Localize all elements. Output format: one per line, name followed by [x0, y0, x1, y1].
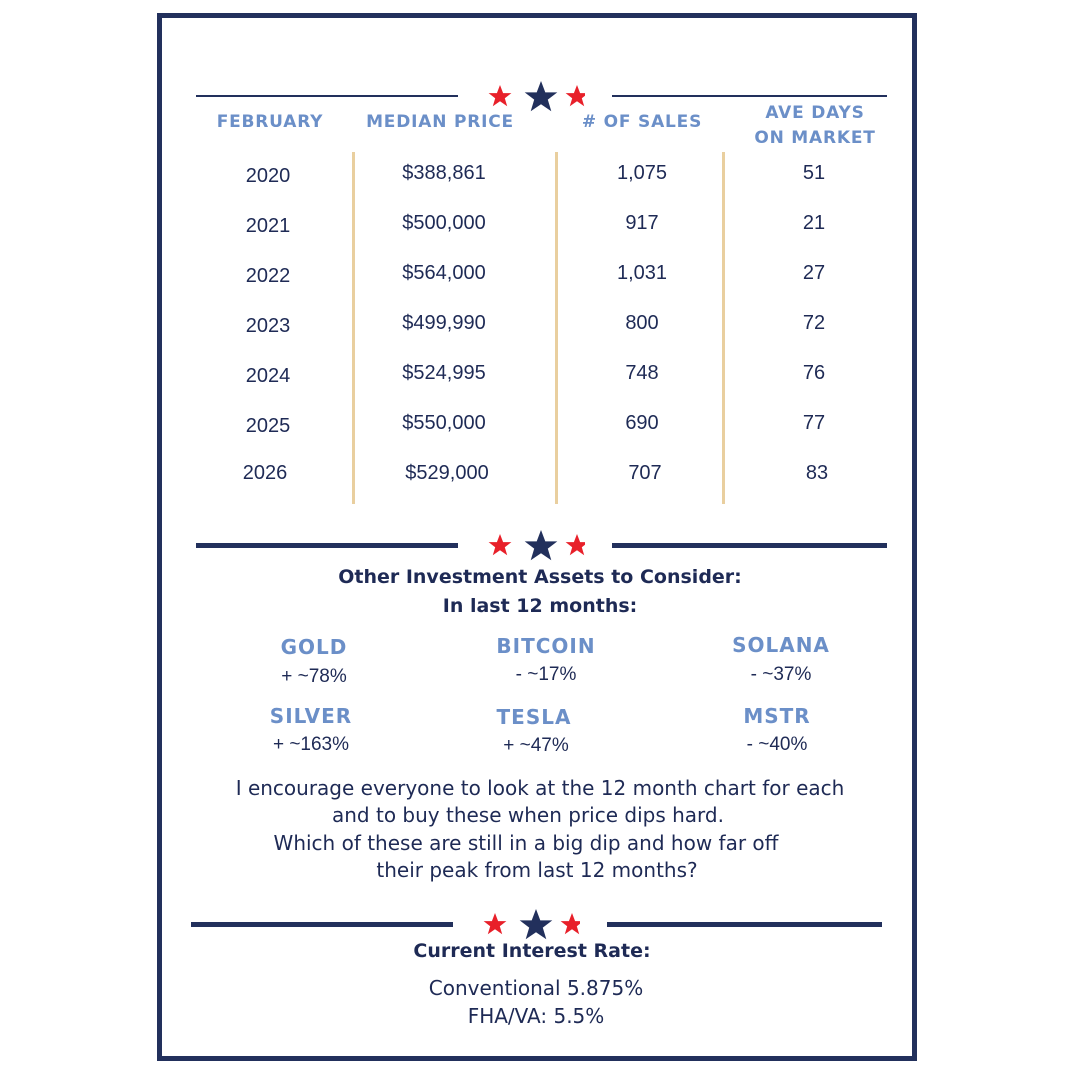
star-icon — [520, 909, 553, 939]
asset-name-silver: SILVER — [269, 704, 353, 728]
header-days-line1: AVE DAYS — [765, 103, 865, 123]
cell-days: 51 — [802, 162, 826, 184]
divider-rule — [612, 543, 887, 548]
divider-rule — [196, 543, 458, 548]
asset-change-mstr: - ~40% — [746, 734, 808, 755]
cell-price: $529,000 — [405, 462, 489, 484]
advice-line-4: their peak from last 12 months? — [376, 858, 698, 882]
cell-year: 2025 — [245, 415, 291, 437]
cell-price: $500,000 — [402, 212, 486, 234]
divider-rule — [607, 922, 882, 927]
star-icon — [525, 81, 558, 111]
cell-year: 2023 — [245, 315, 291, 337]
asset-change-solana: - ~37% — [750, 664, 812, 685]
asset-change-bitcoin: - ~17% — [515, 664, 577, 685]
investments-title-line2: In last 12 months: — [442, 595, 638, 617]
column-divider — [352, 152, 355, 504]
asset-name-mstr: MSTR — [743, 704, 811, 728]
investments-title-line1: Other Investment Assets to Consider: — [338, 566, 742, 588]
divider-rule — [191, 922, 453, 927]
cell-price: $388,861 — [402, 162, 486, 184]
asset-name-bitcoin: BITCOIN — [496, 634, 596, 658]
column-divider — [722, 152, 725, 504]
header-sales: # OF SALES — [581, 112, 703, 132]
cell-price: $524,995 — [402, 362, 486, 384]
cell-sales: 690 — [625, 412, 659, 434]
cell-days: 21 — [802, 212, 826, 234]
cell-sales: 748 — [625, 362, 659, 384]
cell-days: 72 — [802, 312, 826, 334]
column-divider — [555, 152, 558, 504]
cell-sales: 1,031 — [616, 262, 668, 284]
header-median-price: MEDIAN PRICE — [366, 112, 514, 132]
cell-sales: 707 — [628, 462, 662, 484]
cell-year: 2026 — [242, 462, 288, 484]
star-icon — [566, 85, 585, 106]
rate-conventional: Conventional 5.875% — [428, 976, 644, 1000]
rate-fha-va: FHA/VA: 5.5% — [467, 1004, 605, 1028]
asset-change-silver: + ~163% — [272, 734, 350, 755]
cell-year: 2021 — [245, 215, 291, 237]
cell-price: $564,000 — [402, 262, 486, 284]
advice-line-2: and to buy these when price dips hard. — [332, 803, 724, 827]
star-icon — [561, 913, 580, 934]
advice-line-3: Which of these are still in a big dip and how far off — [273, 831, 779, 855]
header-days-line2: ON MARKET — [754, 128, 876, 148]
star-divider — [485, 527, 585, 567]
cell-year: 2024 — [245, 365, 291, 387]
cell-days: 77 — [802, 412, 826, 434]
cell-price: $550,000 — [402, 412, 486, 434]
divider-rule — [612, 95, 887, 97]
asset-name-gold: GOLD — [280, 635, 348, 659]
cell-days: 83 — [805, 462, 829, 484]
interest-title: Current Interest Rate: — [413, 940, 651, 962]
cell-days: 27 — [802, 262, 826, 284]
cell-sales: 800 — [625, 312, 659, 334]
star-icon — [566, 534, 585, 555]
advice-line-1: I encourage everyone to look at the 12 month chart for each — [235, 776, 845, 800]
divider-rule — [196, 95, 458, 97]
asset-change-gold: + ~78% — [281, 666, 347, 687]
cell-days: 76 — [802, 362, 826, 384]
cell-price: $499,990 — [402, 312, 486, 334]
cell-year: 2020 — [245, 165, 291, 187]
cell-sales: 917 — [625, 212, 659, 234]
star-icon — [484, 913, 507, 934]
cell-year: 2022 — [245, 265, 291, 287]
header-february: FEBRUARY — [216, 112, 324, 132]
asset-change-tesla: + ~47% — [503, 735, 569, 756]
star-icon — [525, 530, 558, 560]
asset-name-solana: SOLANA — [732, 633, 830, 657]
asset-name-tesla: TESLA — [496, 705, 572, 729]
star-icon — [489, 534, 512, 555]
star-icon — [489, 85, 512, 106]
cell-sales: 1,075 — [616, 162, 668, 184]
